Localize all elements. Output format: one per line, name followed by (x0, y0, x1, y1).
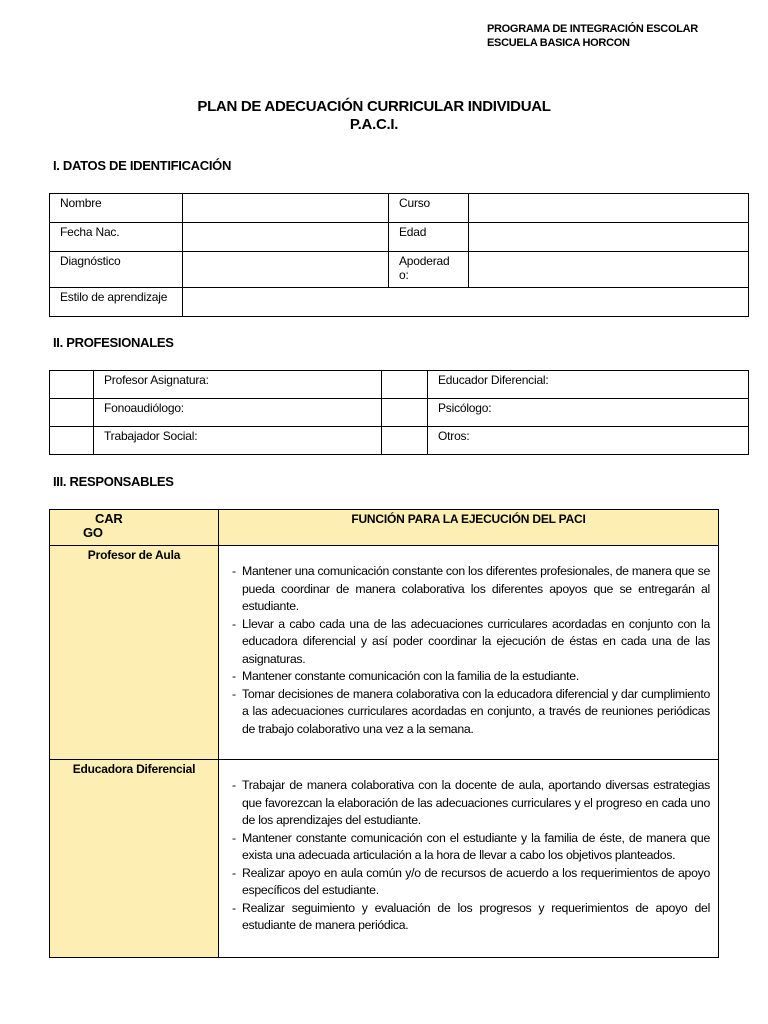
program-name: PROGRAMA DE INTEGRACIÓN ESCOLAR (487, 23, 698, 35)
list-item: - Mantener constante comunicación con la familia de la estudiante. (229, 668, 710, 686)
column-header-cargo (50, 510, 219, 546)
label-fonoaudiologo: Fonoaudiólogo: (94, 399, 382, 427)
check-trabajador-social[interactable] (50, 427, 94, 455)
list-item: - Mantener constante comunicación con el estudiante y la familia de éste, de manera que exista una adecuada articulación a la hora de llevar a cabo los objetivos planteados. (229, 830, 710, 865)
column-header-funcion: FUNCIÓN PARA LA EJECUCIÓN DEL PACI (219, 510, 719, 546)
check-psicologo[interactable] (382, 399, 428, 427)
field-edad[interactable] (469, 223, 749, 252)
role-profesor-de-aula: Profesor de Aula (50, 546, 219, 760)
document-title (0, 98, 748, 134)
functions-educadora-diferencial (219, 760, 719, 958)
list-item: - Realizar seguimiento y evaluación de los progresos y requerimientos de apoyo del estudiante de manera periódica. (229, 900, 710, 935)
check-educador-diferencial[interactable] (382, 371, 428, 399)
label-educador-diferencial: Educador Diferencial: (428, 371, 749, 399)
section-identificacion-heading: I. DATOS DE IDENTIFICACIÓN (53, 158, 232, 173)
section-responsables-heading: III. RESPONSABLES (53, 474, 174, 489)
field-nombre[interactable] (183, 194, 389, 223)
label-estilo-aprendizaje: Estilo de aprendizaje (50, 288, 183, 317)
label-otros: Otros: (428, 427, 749, 455)
label-curso: Curso (389, 194, 469, 223)
label-trabajador-social: Trabajador Social: (94, 427, 382, 455)
field-curso[interactable] (469, 194, 749, 223)
apoderado-line-1: Apoderad (399, 254, 450, 268)
list-item: - Trabajar de manera colaborativa con la docente de aula, aportando diversas estrategias que favorezcan la elaboración de las adecuaciones curriculares y el progreso en cada uno de los aprendizajes del estudiante. (229, 777, 710, 830)
check-fonoaudiologo[interactable] (50, 399, 94, 427)
cargo-line-2: GO (83, 525, 103, 540)
list-item: - Mantener una comunicación constante con los diferentes profesionales, de manera que se pueda coordinar de manera colaborativa los diferentes apoyos que se entregarán al estudiante. (229, 563, 710, 616)
list-item: - Llevar a cabo cada una de las adecuaciones curriculares acordadas en conjunto con la educadora diferencial y así poder coordinar la ejecución de éstas en cada una de las asignaturas. (229, 616, 710, 669)
check-otros[interactable] (382, 427, 428, 455)
school-header (487, 22, 698, 50)
list-item: - Realizar apoyo en aula común y/o de recursos de acuerdo a los requerimientos de apoyo específicos del estudiante. (229, 865, 710, 900)
identification-table (49, 193, 749, 317)
field-fecha-nac[interactable] (183, 223, 389, 252)
field-diagnostico[interactable] (183, 252, 389, 288)
title-line-1: PLAN DE ADECUACIÓN CURRICULAR INDIVIDUAL (197, 98, 551, 115)
title-line-2: P.A.C.I. (349, 116, 399, 133)
label-apoderado (389, 252, 469, 288)
label-nombre: Nombre (50, 194, 183, 223)
field-estilo-aprendizaje[interactable] (183, 288, 749, 317)
label-profesor-asignatura: Profesor Asignatura: (94, 371, 382, 399)
responsables-table (49, 509, 719, 958)
school-name: ESCUELA BASICA HORCON (487, 37, 630, 49)
professionals-table (49, 370, 749, 455)
section-profesionales-heading: II. PROFESIONALES (53, 335, 174, 350)
list-item: - Tomar decisiones de manera colaborativa con la educadora diferencial y dar cumplimiento a las adecuaciones curriculares acordadas en conjunto, a través de reuniones periódicas de trabajo colaborativo una vez a la semana. (229, 686, 710, 739)
role-educadora-diferencial: Educadora Diferencial (50, 760, 219, 958)
label-psicologo: Psicólogo: (428, 399, 749, 427)
check-profesor-asignatura[interactable] (50, 371, 94, 399)
apoderado-line-2: o: (399, 268, 409, 282)
label-diagnostico: Diagnóstico (50, 252, 183, 288)
label-fecha-nac: Fecha Nac. (50, 223, 183, 252)
functions-profesor-de-aula (219, 546, 719, 760)
field-apoderado[interactable] (469, 252, 749, 288)
label-edad: Edad (389, 223, 469, 252)
cargo-line-1: CAR (95, 511, 123, 526)
